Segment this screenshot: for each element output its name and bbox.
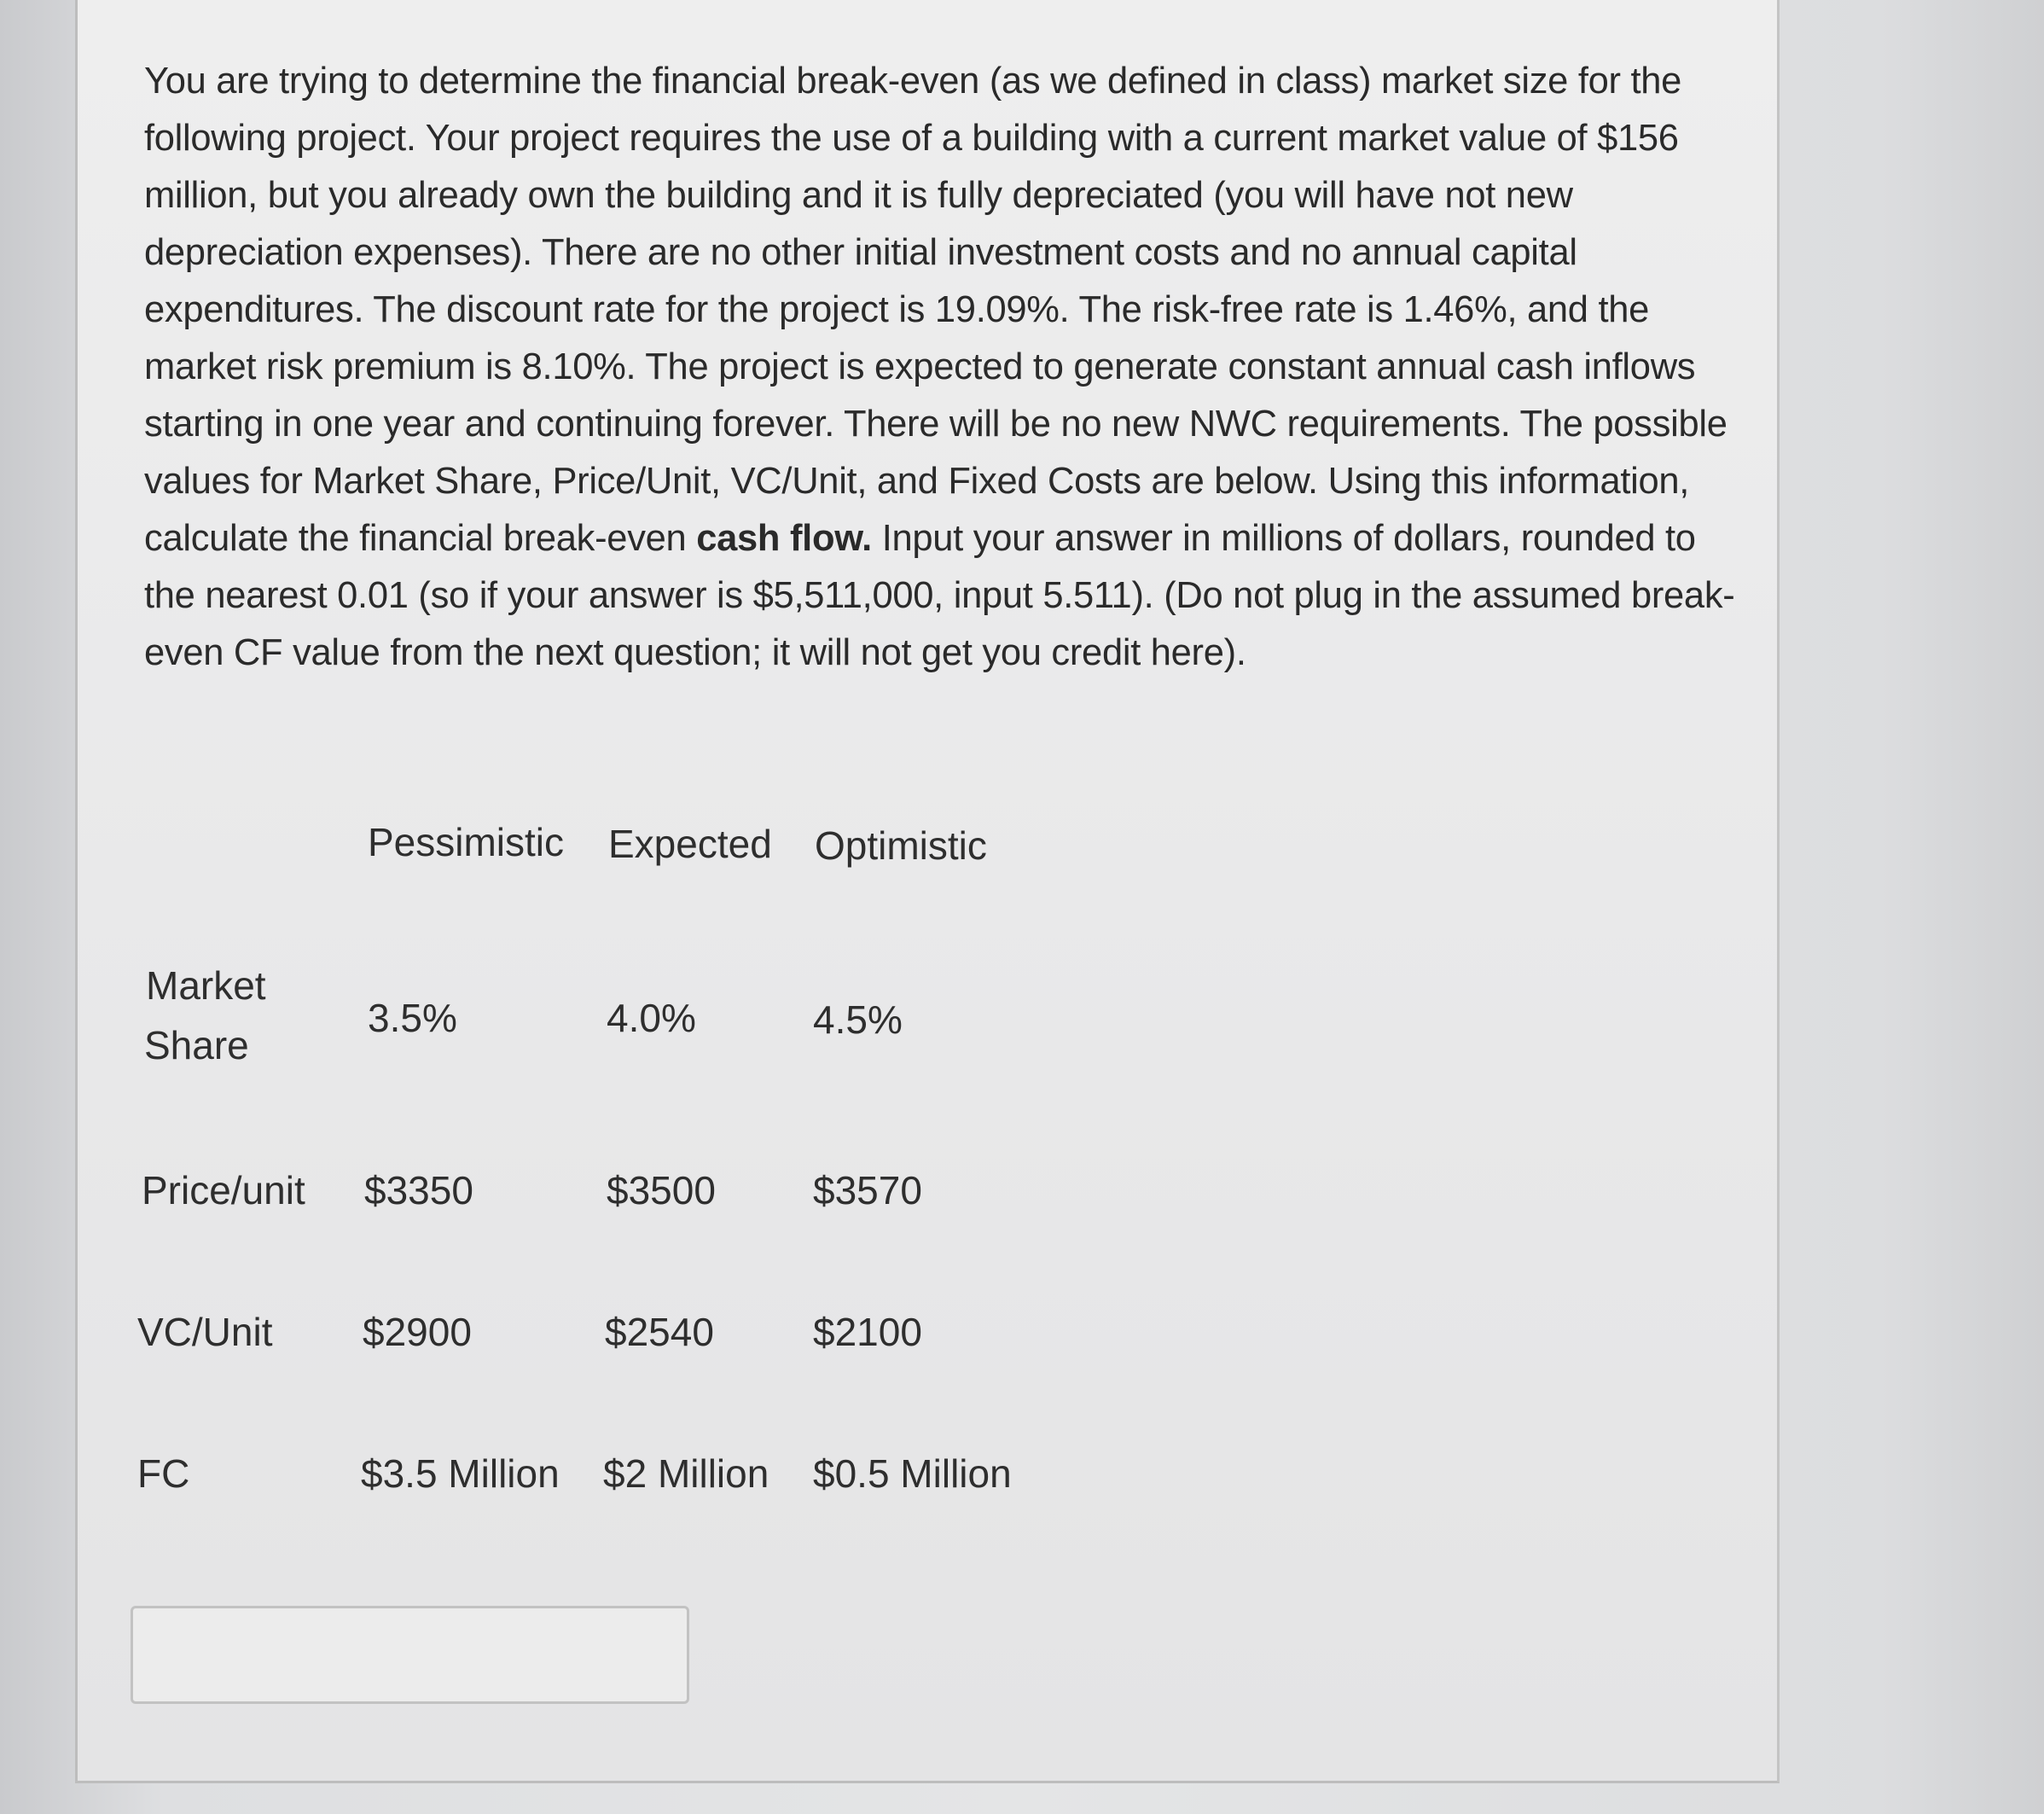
scenario-table [78,0,1777,1781]
market-share-optimistic: 4.5% [813,997,903,1042]
row-label-fc: FC [137,1451,190,1496]
header-expected: Expected [608,822,772,866]
row-label-market-share-line1: Market [146,963,266,1008]
vc-unit-pessimistic: $2900 [363,1310,472,1354]
question-text-bold: cash flow. [696,518,872,559]
fc-pessimistic: $3.5 Million [361,1451,560,1496]
question-panel [75,0,1780,1783]
vc-unit-optimistic: $2100 [813,1310,922,1354]
answer-input[interactable] [131,1606,689,1704]
question-text-part2: Input your answer in millions of dollars, rounded to the nearest 0.01 (so if your answer is $5,511,000, input 5.511). (Do not plug in the assumed break-even CF value from the next question; it will not get you credit here). [144,518,1735,673]
fc-expected: $2 Million [603,1451,769,1496]
row-label-price-unit: Price/unit [142,1168,305,1212]
market-share-expected: 4.0% [607,996,696,1040]
market-share-pessimistic: 3.5% [368,996,457,1040]
price-unit-expected: $3500 [607,1168,716,1212]
header-optimistic: Optimistic [815,823,987,868]
question-text-part1: You are trying to determine the financial break-even (as we defined in class) market size for the following project. Your project requires the use of a building with a current market value of $156 million, but you already own the building and it is fully depreciated (you will have not new depreciation expenses). There are no other initial investment costs and no annual capital expenditures. The discount rate for the project is 19.09%. The risk-free rate is 1.46%, and the market risk premium is 8.10%. The project is expected to generate constant annual cash inflows starting in one year and continuing forever. There will be no new NWC requirements. The possible values for Market Share, Price/Unit, VC/Unit, and Fixed Costs are below. Using this information, calculate the financial break-even [144,61,1728,559]
row-label-market-share-line2: Share [144,1023,249,1067]
price-unit-pessimistic: $3350 [364,1168,473,1212]
fc-optimistic: $0.5 Million [813,1451,1012,1496]
price-unit-optimistic: $3570 [813,1168,922,1212]
header-pessimistic: Pessimistic [368,820,565,864]
row-label-vc-unit: VC/Unit [137,1310,273,1354]
vc-unit-expected: $2540 [605,1310,714,1354]
